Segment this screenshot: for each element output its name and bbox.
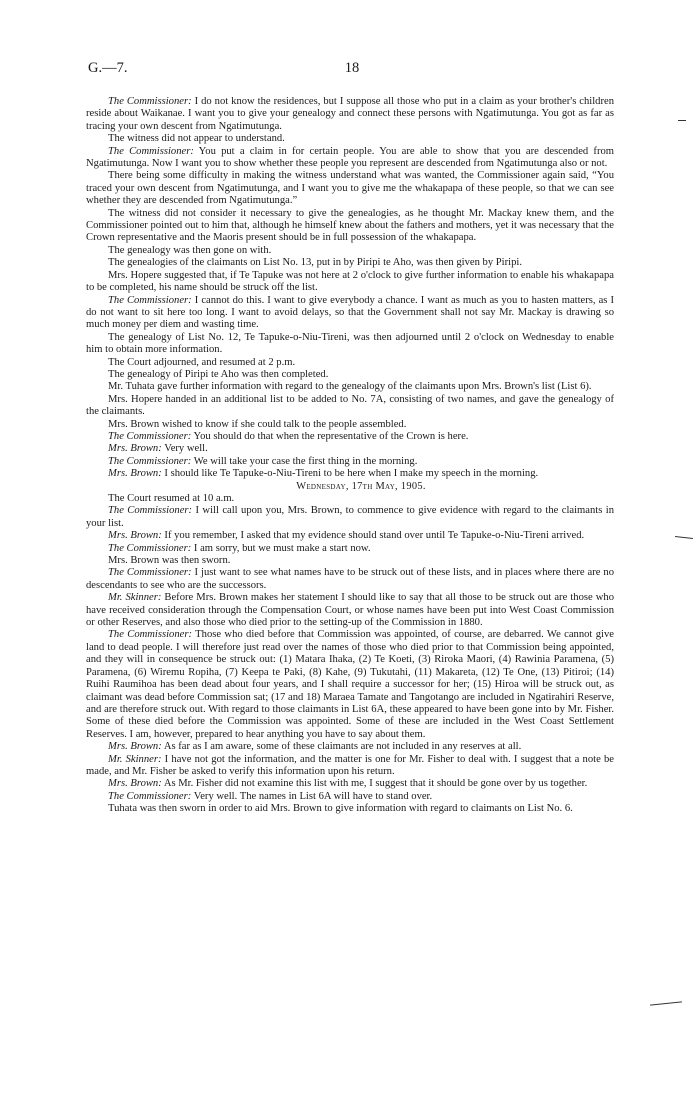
paragraph	[86, 456, 614, 468]
margin-mark	[678, 120, 686, 121]
paragraph	[86, 555, 614, 567]
paragraph	[86, 741, 614, 753]
paragraph	[86, 543, 614, 555]
speaker-label: The Commissioner:	[108, 430, 192, 442]
paragraph-text: The genealogies of the claimants on List No. 13, put in by Piripi te Aho, was then given by Piripi.	[108, 257, 522, 269]
speaker-label: The Commissioner:	[108, 505, 193, 517]
paragraph	[86, 257, 614, 269]
paragraph-text: The witness did not consider it necessary to give the genealogies, as he thought Mr. Mackay knew them, and the Commissioner pointed out to him that, although he himself knew about the fathers and mothers, yet it was necessary that the Crown representative and the Maoris present should be in full possession of the whakapapa.	[86, 207, 614, 244]
page-header	[88, 60, 616, 80]
paragraph	[86, 791, 614, 803]
speaker-label: The Commissioner:	[108, 145, 194, 157]
paragraph	[86, 431, 614, 443]
date-heading: Wednesday, 17th May, 1905.	[296, 480, 426, 492]
paragraph-text: There being some difficulty in making the witness understand what was wanted, the Commissioner again said, “You traced your own descent from Ngatimutunga, and I want you to give me the whakapapa of these people, so that we can see whether they are descended from Ngatimutunga.”	[86, 170, 614, 207]
speaker-label: The Commissioner:	[108, 790, 192, 802]
paragraph	[86, 270, 614, 295]
paragraph	[86, 443, 614, 455]
speaker-label: Mrs. Brown:	[108, 468, 162, 480]
paragraph-text: The genealogy was then gone on with.	[108, 244, 272, 256]
paragraph	[86, 245, 614, 257]
paragraph	[86, 357, 614, 369]
paragraph-text: I have not got the information, and the matter is one for Mr. Fisher to deal with. I suggest that a note be made, and Mr. Fisher be asked to verify this information upon his return.	[86, 753, 614, 777]
paragraph	[86, 369, 614, 381]
paragraph	[86, 146, 614, 171]
paragraph-text: I will call upon you, Mrs. Brown, to commence to give evidence with regard to the claimants in your list.	[86, 505, 614, 529]
speaker-label: Mrs. Brown:	[108, 741, 162, 753]
speaker-label: The Commissioner:	[108, 629, 192, 641]
paragraph	[86, 468, 614, 480]
paragraph-text: You put a claim in for certain people. You are able to show that you are descended from Ngatimutunga. Now I want you to show whether these people you represent are descended from Ngatimutunga also or not.	[86, 145, 615, 170]
paragraph-text: Before Mrs. Brown makes her statement I should like to say that all those to be struck out are those who have received consideration through the Compensation Court, or whose names have been put into West Coast Commission or other Reserves, and also those who died prior to the setting-up of the Commission in 1880.	[86, 592, 614, 629]
paragraph	[86, 295, 614, 332]
paragraph-text: Mrs. Brown wished to know if she could talk to the people assembled.	[108, 418, 407, 430]
paragraph	[86, 505, 614, 530]
paragraph-text: Mrs. Hopere suggested that, if Te Tapuke was not here at 2 o'clock to give further information to enable his whakapapa to be completed, his name should be struck off the list.	[86, 269, 614, 294]
paragraph-text: The genealogy of Piripi te Aho was then completed.	[108, 368, 329, 380]
paragraph-text: As far as I am aware, some of these claimants are not included in any reserves at all.	[161, 741, 522, 753]
paragraph	[86, 778, 614, 790]
paragraph-text: We will take your case the first thing in the morning.	[191, 455, 418, 467]
paragraph-text: The witness did not appear to understand.	[108, 133, 285, 145]
paragraph-text: I am sorry, but we must make a start now.	[191, 542, 371, 554]
paragraph-text: As Mr. Fisher did not examine this list with me, I suggest that it should be gone over by us together.	[161, 778, 588, 790]
speaker-label: The Commissioner:	[108, 542, 192, 554]
speaker-label: Mrs. Brown:	[108, 778, 162, 790]
paragraph	[86, 493, 614, 505]
proceedings-section-2	[86, 493, 614, 816]
paragraph-text: Those who died before that Commission was appointed, of course, are debarred. We cannot give land to dead people. I will therefore just read over the names of those who died prior to that Commission being appointed, and they will in consequence be struck out: (1) Matara Ihaka, (2) Te Koeti, (3) Riroka Maori, (4) Rawinia Paramena, (5) Paramena, (6) Wiremu Ropiha, (7) Keepa te Paki, (8) Kahe, (9) Tukutahi, (11) Makareta, (12) Te One, (13) Pitiroi; (14) Ruihi Raumihoa has been dead about four years, and I shall require a successor for her; (15) Hiroa will be struck out, as claimant was dead before Commission sat; (17 and 18) Maraea Tamate and Tangotango are included in Ngatirahiri Reserve, and are therefore struck out. With regard to those claimants in List 6A, these appeared to have been gone into by Mr. Fisher. Some of these died before the Commission was appointed. Some of these are included in the West Coast Settlement Reserves. I am, however, prepared to hear anything you have to say about them.	[86, 629, 614, 740]
document-reference: G.—7.	[88, 60, 128, 76]
speaker-label: Mrs. Brown:	[108, 530, 162, 542]
paragraph	[86, 394, 614, 419]
speaker-label: The Commissioner:	[108, 567, 192, 579]
speaker-label: Mr. Skinner:	[108, 592, 162, 604]
document-body	[86, 96, 614, 816]
paragraph	[86, 381, 614, 393]
paragraph-text: Mr. Tuhata gave further information with regard to the genealogy of the claimants upon Mrs. Brown's list (List 6).	[108, 381, 592, 393]
paragraph	[86, 530, 614, 542]
paragraph-text: Mrs. Hopere handed in an additional list to be added to No. 7A, consisting of two names, and gave the genealogy of the claimants.	[86, 393, 614, 418]
paragraph	[86, 629, 614, 741]
paragraph-text: Very well. The names in List 6A will have to stand over.	[191, 790, 433, 802]
paragraph-text: I just want to see what names have to be struck out of these lists, and in places where there are no descendants to see who are the successors.	[86, 567, 614, 591]
paragraph-text: The Court resumed at 10 a.m.	[108, 493, 235, 504]
paragraph	[86, 803, 614, 815]
paragraph-text: I do not know the residences, but I suppose all those who put in a claim as your brother's children reside about Waikanae. I want you to give your genealogy and connect these persons with Ngatimutunga. You got as far as tracing your own descent from Ngatimutunga.	[86, 96, 614, 132]
margin-mark	[650, 1001, 682, 1005]
paragraph-text: Mrs. Brown was then sworn.	[108, 555, 231, 567]
paragraph-text: Very well.	[161, 443, 208, 455]
paragraph-text: You should do that when the representative of the Crown is here.	[191, 430, 469, 442]
paragraph-text: If you remember, I asked that my evidence should stand over until Te Tapuke-o-Niu-Tireni arrived.	[161, 530, 585, 542]
paragraph-text: I cannot do this. I want to give everybody a chance. I want as much as you to hasten matters, as I do not want to sit here too long. I want to avoid delays, so that the Government shall not say Mr. Mackay is drawing so much money per diem and wasting time.	[86, 294, 615, 331]
paragraph	[86, 592, 614, 629]
paragraph-text: I should like Te Tapuke-o-Niu-Tireni to be here when I make my speech in the morning.	[161, 468, 539, 480]
paragraph	[86, 419, 614, 431]
speaker-label: Mrs. Brown:	[108, 443, 162, 455]
speaker-label: The Commissioner:	[108, 96, 192, 107]
paragraph	[86, 133, 614, 145]
paragraph-text: The genealogy of List No. 12, Te Tapuke-o-Niu-Tireni, was then adjourned until 2 o'clock on Wednesday to enable him to obtain more information.	[86, 331, 614, 356]
speaker-label: Mr. Skinner:	[108, 753, 162, 765]
paragraph-text: Tuhata was then sworn in order to aid Mrs. Brown to give information with regard to claimants on List No. 6.	[108, 803, 573, 815]
paragraph-text: The Court adjourned, and resumed at 2 p.m.	[108, 356, 296, 368]
page-number: 18	[344, 60, 360, 76]
paragraph	[86, 332, 614, 357]
paragraph	[86, 208, 614, 245]
paragraph	[86, 96, 614, 133]
proceedings-section-1	[86, 96, 614, 481]
margin-mark	[675, 536, 693, 539]
speaker-label: The Commissioner:	[108, 455, 192, 467]
paragraph	[86, 170, 614, 207]
paragraph	[86, 567, 614, 592]
speaker-label: The Commissioner:	[108, 294, 192, 306]
paragraph	[86, 754, 614, 779]
